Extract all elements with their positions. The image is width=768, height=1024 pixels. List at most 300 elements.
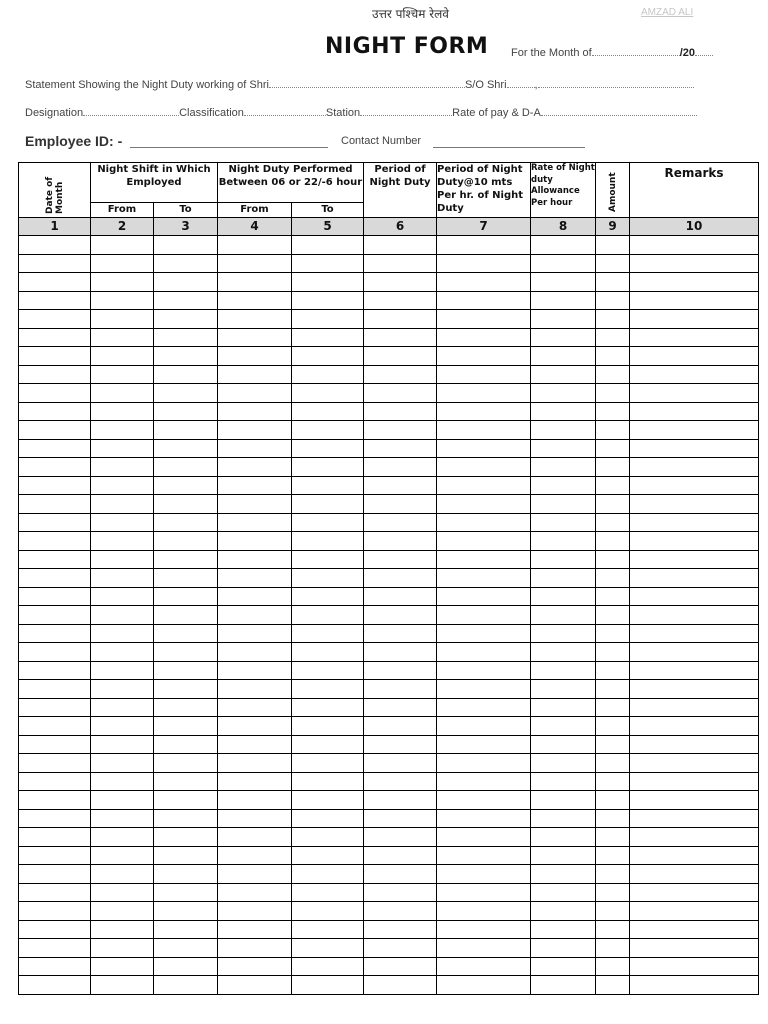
- entry-cell[interactable]: [437, 865, 531, 884]
- entry-cell[interactable]: [531, 384, 596, 403]
- entry-cell[interactable]: [19, 920, 91, 939]
- entry-cell[interactable]: [154, 310, 218, 329]
- entry-cell[interactable]: [364, 754, 437, 773]
- entry-cell[interactable]: [292, 421, 364, 440]
- entry-cell[interactable]: [292, 902, 364, 921]
- entry-cell[interactable]: [91, 624, 154, 643]
- entry-cell[interactable]: [437, 754, 531, 773]
- entry-cell[interactable]: [596, 976, 630, 995]
- entry-cell[interactable]: [19, 402, 91, 421]
- entry-cell[interactable]: [630, 421, 759, 440]
- entry-cell[interactable]: [19, 680, 91, 699]
- entry-cell[interactable]: [531, 291, 596, 310]
- entry-cell[interactable]: [596, 273, 630, 292]
- entry-cell[interactable]: [437, 698, 531, 717]
- entry-cell[interactable]: [91, 772, 154, 791]
- entry-cell[interactable]: [437, 532, 531, 551]
- entry-cell[interactable]: [19, 606, 91, 625]
- entry-cell[interactable]: [437, 365, 531, 384]
- entry-cell[interactable]: [19, 439, 91, 458]
- entry-cell[interactable]: [154, 569, 218, 588]
- entry-cell[interactable]: [596, 606, 630, 625]
- entry-cell[interactable]: [364, 347, 437, 366]
- entry-cell[interactable]: [154, 939, 218, 958]
- entry-cell[interactable]: [437, 476, 531, 495]
- entry-cell[interactable]: [630, 495, 759, 514]
- entry-cell[interactable]: [91, 957, 154, 976]
- entry-cell[interactable]: [292, 458, 364, 477]
- entry-cell[interactable]: [218, 365, 292, 384]
- entry-cell[interactable]: [154, 476, 218, 495]
- entry-cell[interactable]: [91, 791, 154, 810]
- entry-cell[interactable]: [531, 550, 596, 569]
- entry-cell[interactable]: [364, 476, 437, 495]
- entry-cell[interactable]: [218, 772, 292, 791]
- entry-cell[interactable]: [531, 328, 596, 347]
- entry-cell[interactable]: [364, 883, 437, 902]
- entry-cell[interactable]: [437, 809, 531, 828]
- entry-cell[interactable]: [292, 754, 364, 773]
- entry-cell[interactable]: [19, 865, 91, 884]
- entry-cell[interactable]: [91, 550, 154, 569]
- entry-cell[interactable]: [531, 439, 596, 458]
- entry-cell[interactable]: [292, 735, 364, 754]
- entry-cell[interactable]: [154, 643, 218, 662]
- entry-cell[interactable]: [437, 680, 531, 699]
- entry-cell[interactable]: [218, 291, 292, 310]
- entry-cell[interactable]: [596, 347, 630, 366]
- entry-cell[interactable]: [91, 476, 154, 495]
- entry-cell[interactable]: [19, 846, 91, 865]
- entry-cell[interactable]: [91, 902, 154, 921]
- entry-cell[interactable]: [292, 532, 364, 551]
- entry-cell[interactable]: [292, 291, 364, 310]
- entry-cell[interactable]: [218, 828, 292, 847]
- entry-cell[interactable]: [596, 920, 630, 939]
- entry-cell[interactable]: [292, 809, 364, 828]
- entry-cell[interactable]: [91, 328, 154, 347]
- entry-cell[interactable]: [596, 495, 630, 514]
- entry-cell[interactable]: [630, 347, 759, 366]
- entry-cell[interactable]: [596, 846, 630, 865]
- entry-cell[interactable]: [630, 902, 759, 921]
- entry-cell[interactable]: [437, 846, 531, 865]
- entry-cell[interactable]: [19, 643, 91, 662]
- entry-cell[interactable]: [19, 421, 91, 440]
- entry-cell[interactable]: [19, 828, 91, 847]
- entry-cell[interactable]: [154, 513, 218, 532]
- entry-cell[interactable]: [531, 957, 596, 976]
- entry-cell[interactable]: [292, 939, 364, 958]
- entry-cell[interactable]: [91, 643, 154, 662]
- entry-cell[interactable]: [154, 680, 218, 699]
- entry-cell[interactable]: [91, 458, 154, 477]
- entry-cell[interactable]: [292, 717, 364, 736]
- entry-cell[interactable]: [596, 735, 630, 754]
- entry-cell[interactable]: [596, 661, 630, 680]
- entry-cell[interactable]: [596, 680, 630, 699]
- entry-cell[interactable]: [91, 569, 154, 588]
- entry-cell[interactable]: [19, 476, 91, 495]
- entry-cell[interactable]: [154, 883, 218, 902]
- entry-cell[interactable]: [630, 291, 759, 310]
- entry-cell[interactable]: [154, 402, 218, 421]
- entry-cell[interactable]: [91, 291, 154, 310]
- entry-cell[interactable]: [596, 587, 630, 606]
- entry-cell[interactable]: [630, 254, 759, 273]
- entry-cell[interactable]: [91, 828, 154, 847]
- entry-cell[interactable]: [19, 365, 91, 384]
- entry-cell[interactable]: [364, 717, 437, 736]
- entry-cell[interactable]: [364, 791, 437, 810]
- entry-cell[interactable]: [154, 717, 218, 736]
- year-blank[interactable]: [695, 46, 713, 56]
- entry-cell[interactable]: [531, 513, 596, 532]
- entry-cell[interactable]: [364, 902, 437, 921]
- entry-cell[interactable]: [630, 402, 759, 421]
- entry-cell[interactable]: [630, 772, 759, 791]
- entry-cell[interactable]: [154, 846, 218, 865]
- entry-cell[interactable]: [630, 809, 759, 828]
- entry-cell[interactable]: [531, 310, 596, 329]
- entry-cell[interactable]: [596, 883, 630, 902]
- entry-cell[interactable]: [91, 846, 154, 865]
- entry-cell[interactable]: [218, 532, 292, 551]
- station-blank[interactable]: [360, 106, 452, 116]
- entry-cell[interactable]: [154, 809, 218, 828]
- entry-cell[interactable]: [437, 569, 531, 588]
- entry-cell[interactable]: [19, 772, 91, 791]
- entry-cell[interactable]: [218, 550, 292, 569]
- entry-cell[interactable]: [596, 809, 630, 828]
- entry-cell[interactable]: [596, 532, 630, 551]
- entry-cell[interactable]: [218, 606, 292, 625]
- entry-cell[interactable]: [596, 939, 630, 958]
- entry-cell[interactable]: [19, 236, 91, 255]
- entry-cell[interactable]: [91, 365, 154, 384]
- entry-cell[interactable]: [596, 865, 630, 884]
- entry-cell[interactable]: [630, 550, 759, 569]
- entry-cell[interactable]: [154, 458, 218, 477]
- entry-cell[interactable]: [218, 569, 292, 588]
- entry-cell[interactable]: [154, 495, 218, 514]
- entry-cell[interactable]: [630, 476, 759, 495]
- entry-cell[interactable]: [91, 384, 154, 403]
- entry-cell[interactable]: [437, 957, 531, 976]
- entry-cell[interactable]: [364, 365, 437, 384]
- entry-cell[interactable]: [596, 476, 630, 495]
- designation-blank[interactable]: [83, 106, 179, 116]
- entry-cell[interactable]: [292, 365, 364, 384]
- entry-cell[interactable]: [630, 273, 759, 292]
- entry-cell[interactable]: [19, 532, 91, 551]
- entry-cell[interactable]: [437, 384, 531, 403]
- entry-cell[interactable]: [154, 735, 218, 754]
- entry-cell[interactable]: [630, 328, 759, 347]
- entry-cell[interactable]: [19, 791, 91, 810]
- entry-cell[interactable]: [154, 828, 218, 847]
- entry-cell[interactable]: [630, 365, 759, 384]
- entry-cell[interactable]: [437, 421, 531, 440]
- entry-cell[interactable]: [364, 624, 437, 643]
- entry-cell[interactable]: [364, 402, 437, 421]
- entry-cell[interactable]: [630, 458, 759, 477]
- entry-cell[interactable]: [91, 439, 154, 458]
- entry-cell[interactable]: [531, 532, 596, 551]
- entry-cell[interactable]: [292, 680, 364, 699]
- entry-cell[interactable]: [292, 920, 364, 939]
- entry-cell[interactable]: [218, 513, 292, 532]
- entry-cell[interactable]: [630, 717, 759, 736]
- entry-cell[interactable]: [364, 772, 437, 791]
- entry-cell[interactable]: [437, 772, 531, 791]
- entry-cell[interactable]: [154, 772, 218, 791]
- entry-cell[interactable]: [596, 754, 630, 773]
- entry-cell[interactable]: [437, 495, 531, 514]
- entry-cell[interactable]: [596, 310, 630, 329]
- entry-cell[interactable]: [91, 976, 154, 995]
- entry-cell[interactable]: [630, 791, 759, 810]
- entry-cell[interactable]: [218, 661, 292, 680]
- entry-cell[interactable]: [437, 550, 531, 569]
- entry-cell[interactable]: [630, 883, 759, 902]
- entry-cell[interactable]: [91, 606, 154, 625]
- entry-cell[interactable]: [630, 939, 759, 958]
- entry-cell[interactable]: [218, 920, 292, 939]
- entry-cell[interactable]: [292, 347, 364, 366]
- entry-cell[interactable]: [596, 902, 630, 921]
- entry-cell[interactable]: [531, 828, 596, 847]
- entry-cell[interactable]: [437, 902, 531, 921]
- entry-cell[interactable]: [154, 624, 218, 643]
- entry-cell[interactable]: [531, 735, 596, 754]
- entry-cell[interactable]: [218, 643, 292, 662]
- entry-cell[interactable]: [531, 772, 596, 791]
- rate-blank[interactable]: [541, 106, 697, 116]
- entry-cell[interactable]: [630, 606, 759, 625]
- entry-cell[interactable]: [218, 273, 292, 292]
- entry-cell[interactable]: [91, 254, 154, 273]
- entry-cell[interactable]: [292, 476, 364, 495]
- entry-cell[interactable]: [19, 569, 91, 588]
- entry-cell[interactable]: [218, 476, 292, 495]
- entry-cell[interactable]: [364, 458, 437, 477]
- entry-cell[interactable]: [154, 273, 218, 292]
- entry-cell[interactable]: [154, 550, 218, 569]
- entry-cell[interactable]: [630, 310, 759, 329]
- entry-cell[interactable]: [596, 236, 630, 255]
- entry-cell[interactable]: [292, 513, 364, 532]
- entry-cell[interactable]: [292, 402, 364, 421]
- entry-cell[interactable]: [364, 587, 437, 606]
- entry-cell[interactable]: [292, 254, 364, 273]
- entry-cell[interactable]: [19, 698, 91, 717]
- entry-cell[interactable]: [364, 643, 437, 662]
- entry-cell[interactable]: [218, 587, 292, 606]
- entry-cell[interactable]: [531, 254, 596, 273]
- entry-cell[interactable]: [630, 976, 759, 995]
- entry-cell[interactable]: [154, 976, 218, 995]
- entry-cell[interactable]: [364, 310, 437, 329]
- entry-cell[interactable]: [19, 550, 91, 569]
- entry-cell[interactable]: [218, 809, 292, 828]
- entry-cell[interactable]: [91, 883, 154, 902]
- entry-cell[interactable]: [437, 254, 531, 273]
- entry-cell[interactable]: [596, 384, 630, 403]
- entry-cell[interactable]: [596, 791, 630, 810]
- entry-cell[interactable]: [154, 328, 218, 347]
- entry-cell[interactable]: [364, 532, 437, 551]
- entry-cell[interactable]: [437, 291, 531, 310]
- entry-cell[interactable]: [19, 809, 91, 828]
- entry-cell[interactable]: [19, 273, 91, 292]
- entry-cell[interactable]: [364, 865, 437, 884]
- classification-blank[interactable]: [244, 106, 326, 116]
- entry-cell[interactable]: [531, 606, 596, 625]
- entry-cell[interactable]: [531, 791, 596, 810]
- entry-cell[interactable]: [154, 254, 218, 273]
- entry-cell[interactable]: [437, 273, 531, 292]
- entry-cell[interactable]: [531, 846, 596, 865]
- entry-cell[interactable]: [531, 643, 596, 662]
- entry-cell[interactable]: [19, 957, 91, 976]
- entry-cell[interactable]: [91, 402, 154, 421]
- entry-cell[interactable]: [154, 754, 218, 773]
- entry-cell[interactable]: [437, 661, 531, 680]
- entry-cell[interactable]: [531, 939, 596, 958]
- entry-cell[interactable]: [218, 384, 292, 403]
- entry-cell[interactable]: [437, 236, 531, 255]
- entry-cell[interactable]: [91, 717, 154, 736]
- entry-cell[interactable]: [154, 698, 218, 717]
- entry-cell[interactable]: [531, 421, 596, 440]
- entry-cell[interactable]: [596, 828, 630, 847]
- entry-cell[interactable]: [154, 587, 218, 606]
- entry-cell[interactable]: [91, 310, 154, 329]
- entry-cell[interactable]: [531, 976, 596, 995]
- entry-cell[interactable]: [218, 791, 292, 810]
- employee-id-blank[interactable]: [130, 137, 328, 148]
- entry-cell[interactable]: [437, 458, 531, 477]
- entry-cell[interactable]: [596, 291, 630, 310]
- entry-cell[interactable]: [630, 643, 759, 662]
- entry-cell[interactable]: [437, 717, 531, 736]
- entry-cell[interactable]: [91, 273, 154, 292]
- entry-cell[interactable]: [630, 439, 759, 458]
- entry-cell[interactable]: [19, 310, 91, 329]
- entry-cell[interactable]: [437, 439, 531, 458]
- entry-cell[interactable]: [364, 254, 437, 273]
- entry-cell[interactable]: [19, 513, 91, 532]
- entry-cell[interactable]: [630, 846, 759, 865]
- entry-cell[interactable]: [19, 735, 91, 754]
- entry-cell[interactable]: [531, 754, 596, 773]
- entry-cell[interactable]: [218, 624, 292, 643]
- entry-cell[interactable]: [292, 384, 364, 403]
- entry-cell[interactable]: [218, 902, 292, 921]
- entry-cell[interactable]: [630, 532, 759, 551]
- month-blank[interactable]: [592, 46, 680, 56]
- contact-blank[interactable]: [433, 137, 585, 148]
- entry-cell[interactable]: [91, 532, 154, 551]
- entry-cell[interactable]: [292, 587, 364, 606]
- entry-cell[interactable]: [531, 236, 596, 255]
- entry-cell[interactable]: [218, 883, 292, 902]
- entry-cell[interactable]: [91, 735, 154, 754]
- entry-cell[interactable]: [19, 717, 91, 736]
- entry-cell[interactable]: [364, 698, 437, 717]
- entry-cell[interactable]: [292, 606, 364, 625]
- entry-cell[interactable]: [364, 384, 437, 403]
- entry-cell[interactable]: [437, 976, 531, 995]
- father-name-blank-a[interactable]: [507, 78, 535, 88]
- entry-cell[interactable]: [531, 920, 596, 939]
- entry-cell[interactable]: [19, 495, 91, 514]
- entry-cell[interactable]: [437, 791, 531, 810]
- entry-cell[interactable]: [596, 698, 630, 717]
- entry-cell[interactable]: [218, 495, 292, 514]
- entry-cell[interactable]: [218, 735, 292, 754]
- entry-cell[interactable]: [364, 828, 437, 847]
- entry-cell[interactable]: [596, 254, 630, 273]
- entry-cell[interactable]: [154, 421, 218, 440]
- entry-cell[interactable]: [364, 328, 437, 347]
- entry-cell[interactable]: [531, 624, 596, 643]
- entry-cell[interactable]: [596, 439, 630, 458]
- entry-cell[interactable]: [19, 347, 91, 366]
- entry-cell[interactable]: [218, 976, 292, 995]
- entry-cell[interactable]: [292, 310, 364, 329]
- entry-cell[interactable]: [91, 661, 154, 680]
- entry-cell[interactable]: [91, 865, 154, 884]
- entry-cell[interactable]: [630, 680, 759, 699]
- entry-cell[interactable]: [218, 754, 292, 773]
- entry-cell[interactable]: [531, 902, 596, 921]
- entry-cell[interactable]: [531, 809, 596, 828]
- entry-cell[interactable]: [19, 384, 91, 403]
- entry-cell[interactable]: [531, 865, 596, 884]
- entry-cell[interactable]: [364, 421, 437, 440]
- entry-cell[interactable]: [364, 661, 437, 680]
- entry-cell[interactable]: [531, 402, 596, 421]
- entry-cell[interactable]: [437, 402, 531, 421]
- entry-cell[interactable]: [364, 291, 437, 310]
- entry-cell[interactable]: [218, 458, 292, 477]
- entry-cell[interactable]: [437, 347, 531, 366]
- entry-cell[interactable]: [437, 513, 531, 532]
- entry-cell[interactable]: [218, 347, 292, 366]
- entry-cell[interactable]: [364, 920, 437, 939]
- entry-cell[interactable]: [364, 680, 437, 699]
- entry-cell[interactable]: [154, 236, 218, 255]
- entry-cell[interactable]: [364, 939, 437, 958]
- entry-cell[interactable]: [437, 587, 531, 606]
- entry-cell[interactable]: [19, 458, 91, 477]
- entry-cell[interactable]: [292, 328, 364, 347]
- entry-cell[interactable]: [630, 735, 759, 754]
- entry-cell[interactable]: [292, 883, 364, 902]
- entry-cell[interactable]: [531, 476, 596, 495]
- entry-cell[interactable]: [531, 883, 596, 902]
- entry-cell[interactable]: [364, 550, 437, 569]
- entry-cell[interactable]: [292, 698, 364, 717]
- entry-cell[interactable]: [437, 643, 531, 662]
- entry-cell[interactable]: [218, 439, 292, 458]
- entry-cell[interactable]: [91, 587, 154, 606]
- entry-cell[interactable]: [364, 606, 437, 625]
- entry-cell[interactable]: [364, 976, 437, 995]
- entry-cell[interactable]: [531, 680, 596, 699]
